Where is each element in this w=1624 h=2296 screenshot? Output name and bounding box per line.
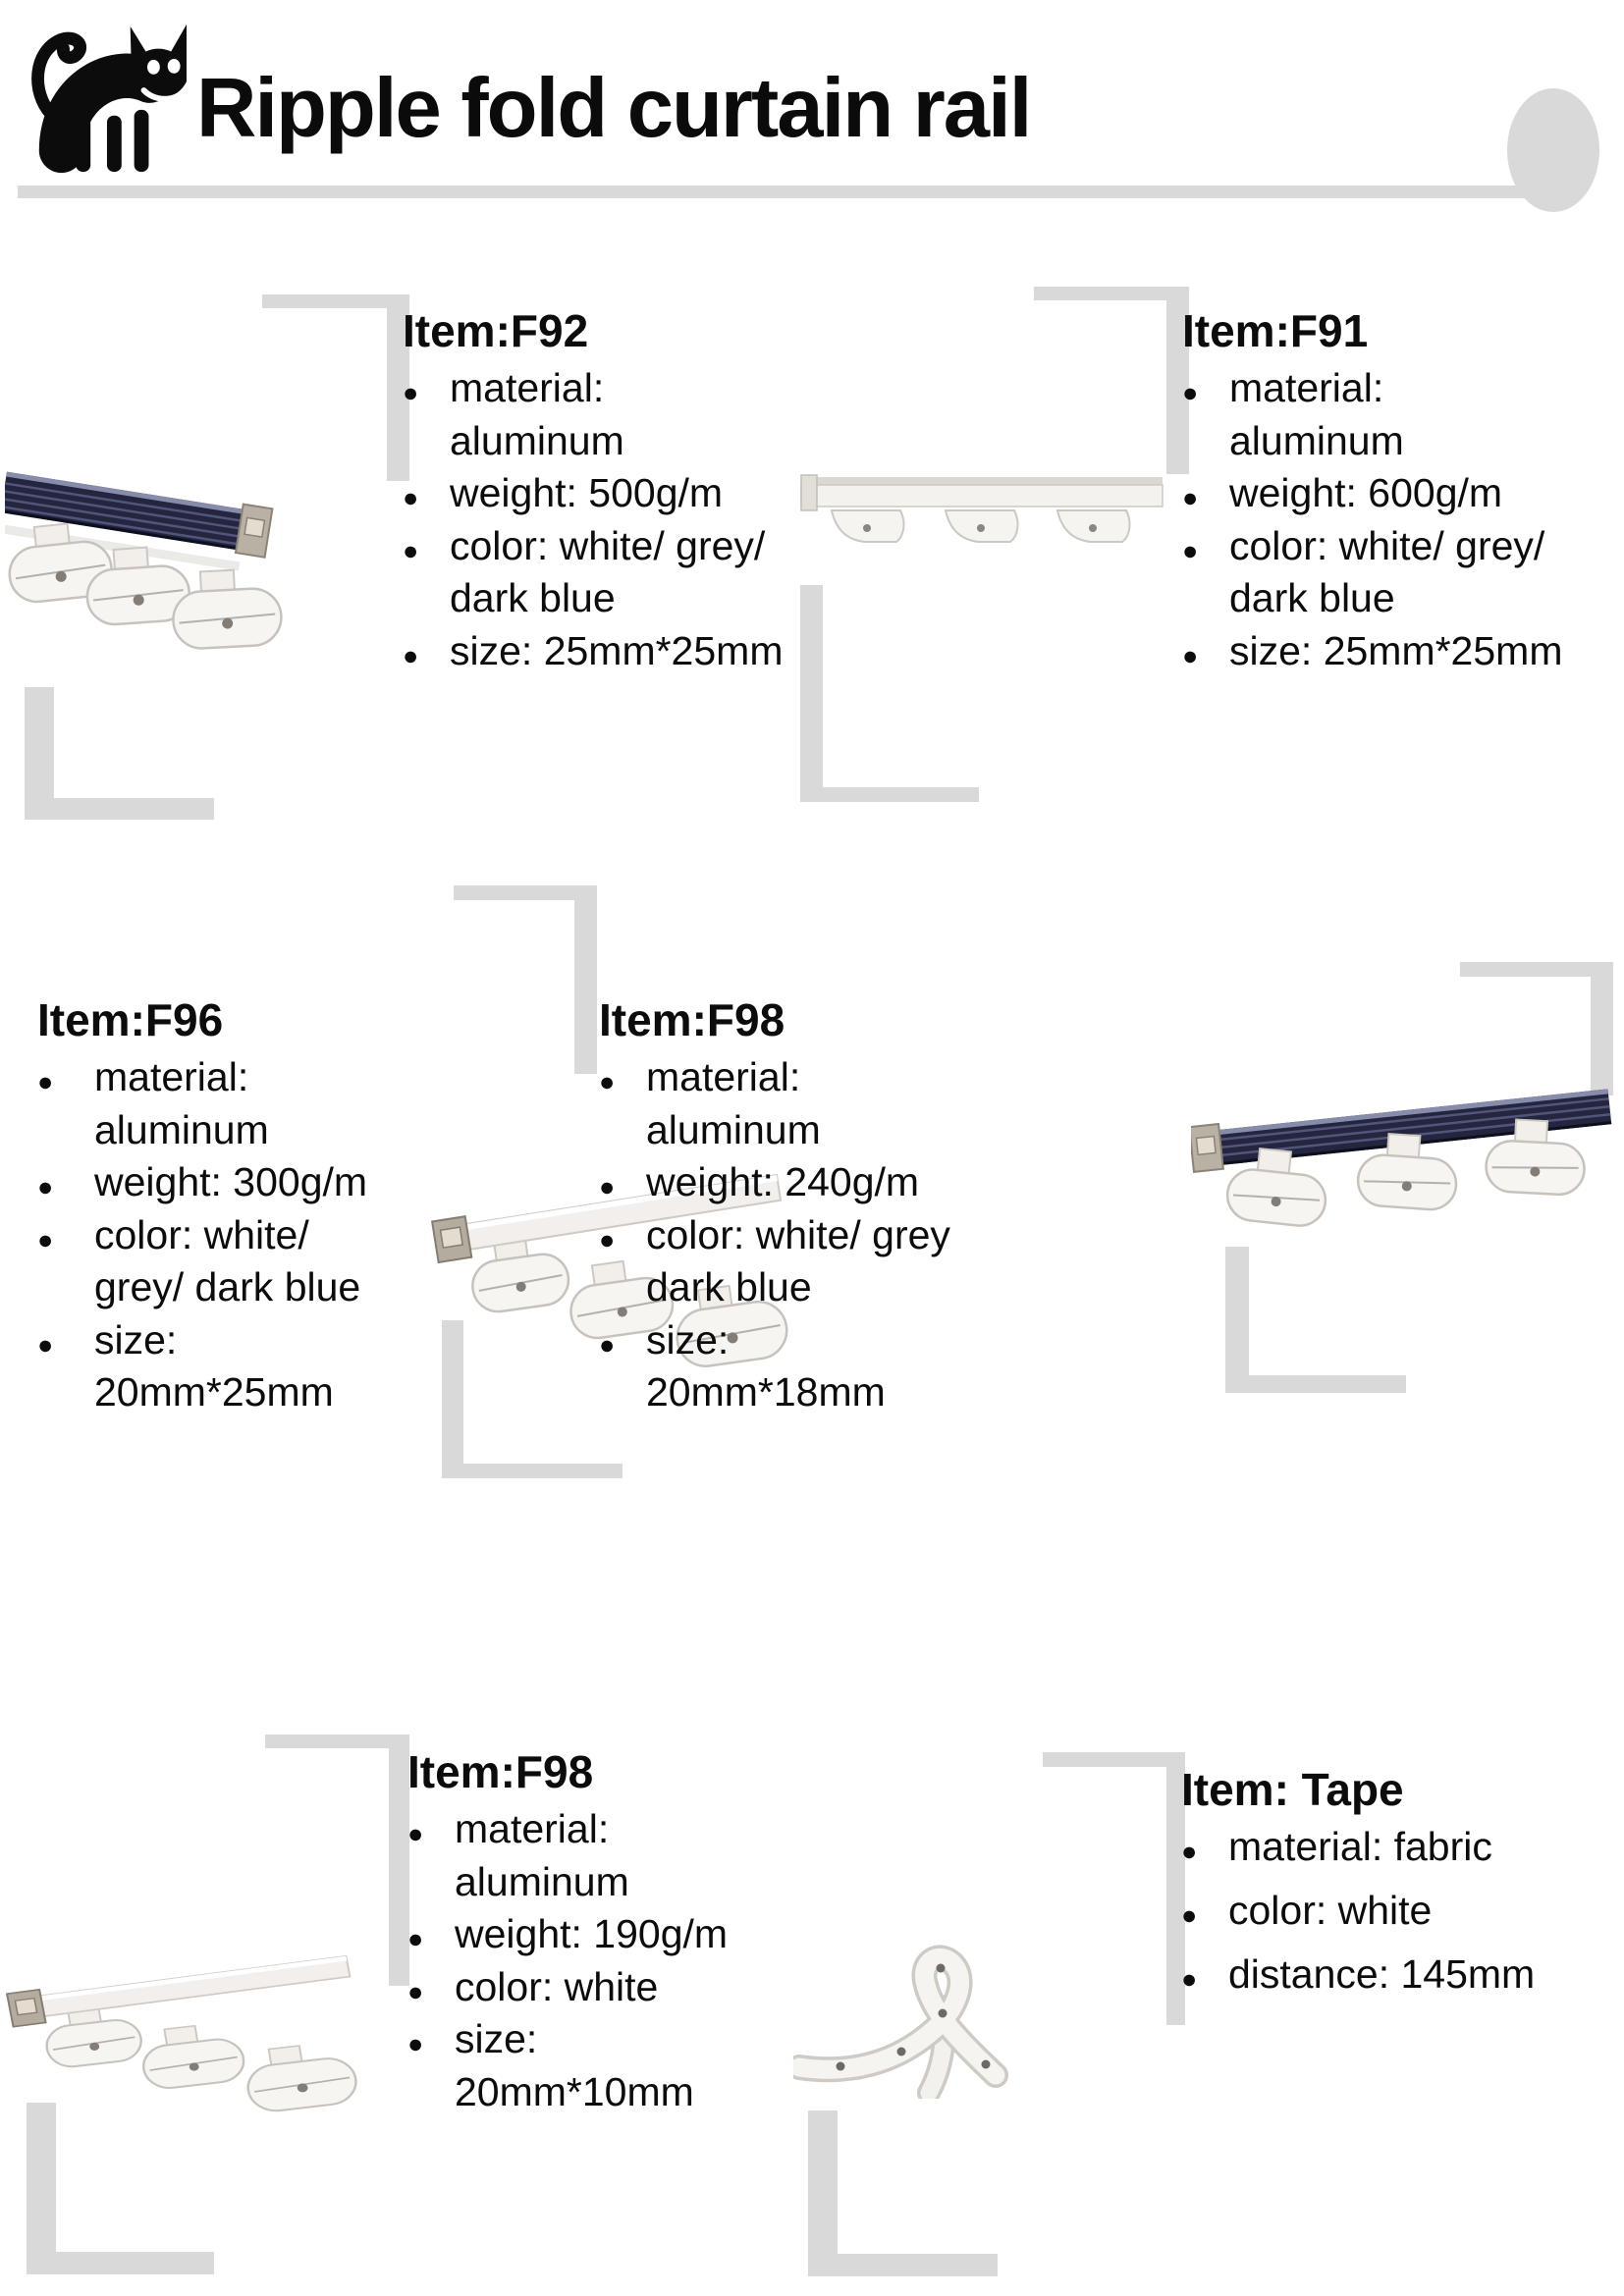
bullet-icon: ● [1182,483,1199,512]
product-title: Item:F98 [407,1746,594,1797]
bullet-icon: ● [403,483,419,512]
corner-bracket-top-right [454,885,597,1074]
bullet-icon: ● [1181,1837,1198,1866]
bullet-icon: ● [37,1172,54,1201]
spec-line: ● weight: 500g/m [403,470,724,515]
bullet-icon: ● [1181,1900,1198,1930]
spec-line: ● color: white [1181,1888,1433,1933]
bullet-icon: ● [407,1976,424,2006]
bullet-icon: ● [407,1819,424,1848]
spec-line: ● color: white/ grey/ [403,522,766,568]
black-cat-logo-icon [22,12,187,179]
spec-line: ● color: white [407,1963,659,2009]
spec-line: ● material: [599,1054,801,1099]
spec-line: ● weight: 240g/m [599,1159,920,1204]
bullet-icon: ● [37,1224,54,1255]
product-f91-text [1182,304,1624,680]
spec-line: 20mm*10mm [455,2068,694,2114]
product-f92-image [5,444,311,674]
spec-line: ● size: 25mm*25mm [1182,627,1563,673]
bullet-icon: ● [407,2029,424,2058]
bullet-icon: ● [599,1172,616,1201]
corner-bracket-bottom-left [1225,1247,1406,1393]
spec-line: ● material: [1182,365,1384,410]
corner-bracket-bottom-left [808,2110,998,2276]
product-f98-mid-text [599,993,1129,1422]
corner-bracket-bottom-left [25,687,214,820]
spec-line: grey/ dark blue [94,1264,361,1309]
bullet-icon: ● [1182,640,1199,670]
spec-line: ● size: [37,1316,178,1362]
spec-line: ● material: [403,365,605,410]
spec-line: aluminum [1229,417,1404,463]
spec-line: aluminum [94,1106,269,1152]
spec-line: ● weight: 190g/m [407,1911,729,1956]
product-title: Item:F98 [599,994,785,1045]
spec-line: dark blue [1229,575,1395,620]
bullet-icon: ● [1181,1964,1198,1994]
spec-line: ● size: [599,1316,730,1362]
product-title: Item:F91 [1182,305,1369,356]
spec-line: ● size: [407,2016,538,2061]
product-f98-bottom-image [5,1909,370,2125]
spec-line: 20mm*25mm [94,1369,334,1415]
bullet-icon: ● [403,640,419,670]
spec-line: ● material: fabric [1181,1824,1492,1869]
product-title: Item: Tape [1181,1764,1404,1815]
spec-line: ● weight: 600g/m [1182,470,1503,515]
page-title: Ripple fold curtain rail [196,62,1031,155]
product-tape-image [793,1912,1047,2099]
bullet-icon: ● [403,535,419,565]
spec-line: 20mm*18mm [646,1369,886,1415]
bullet-icon: ● [599,1329,616,1360]
spec-line: ● weight: 300g/m [37,1159,368,1204]
spec-line: aluminum [455,1858,629,1904]
spec-line: ● color: white/ [37,1211,309,1257]
corner-bracket-top-right [1034,287,1189,474]
spec-line: aluminum [646,1106,821,1152]
spec-line: ● distance: 145mm [1181,1951,1536,1997]
spec-line: ● color: white/ grey [599,1211,950,1257]
spec-line: aluminum [450,417,624,463]
spec-line: ● material: [407,1806,610,1851]
bullet-icon: ● [599,1224,616,1255]
bullet-icon: ● [1182,535,1199,565]
product-tape-text [1181,1763,1624,2015]
spec-line: dark blue [646,1264,812,1309]
corner-bracket-bottom-left [800,585,979,802]
bullet-icon: ● [407,1924,424,1953]
bullet-icon: ● [1182,378,1199,407]
spec-line: ● size: 25mm*25mm [403,627,784,673]
product-title: Item:F92 [403,305,589,356]
spec-line: ● material: [37,1054,249,1099]
corner-bracket-top-right [1043,1752,1185,2025]
spec-line: dark blue [450,575,616,620]
bullet-icon: ● [403,378,419,407]
bullet-icon: ● [37,1329,54,1360]
header-circle-decoration [1507,88,1599,212]
corner-bracket-bottom-left [442,1320,623,1478]
bullet-icon: ● [599,1067,616,1096]
product-f98-mid-image [1191,1073,1617,1245]
header-underline [18,186,1534,198]
bullet-icon: ● [37,1067,54,1096]
product-f91-image [798,467,1169,585]
corner-bracket-bottom-left [27,2103,214,2274]
spec-line: ● color: white/ grey/ [1182,522,1545,568]
product-title: Item:F96 [37,994,224,1045]
